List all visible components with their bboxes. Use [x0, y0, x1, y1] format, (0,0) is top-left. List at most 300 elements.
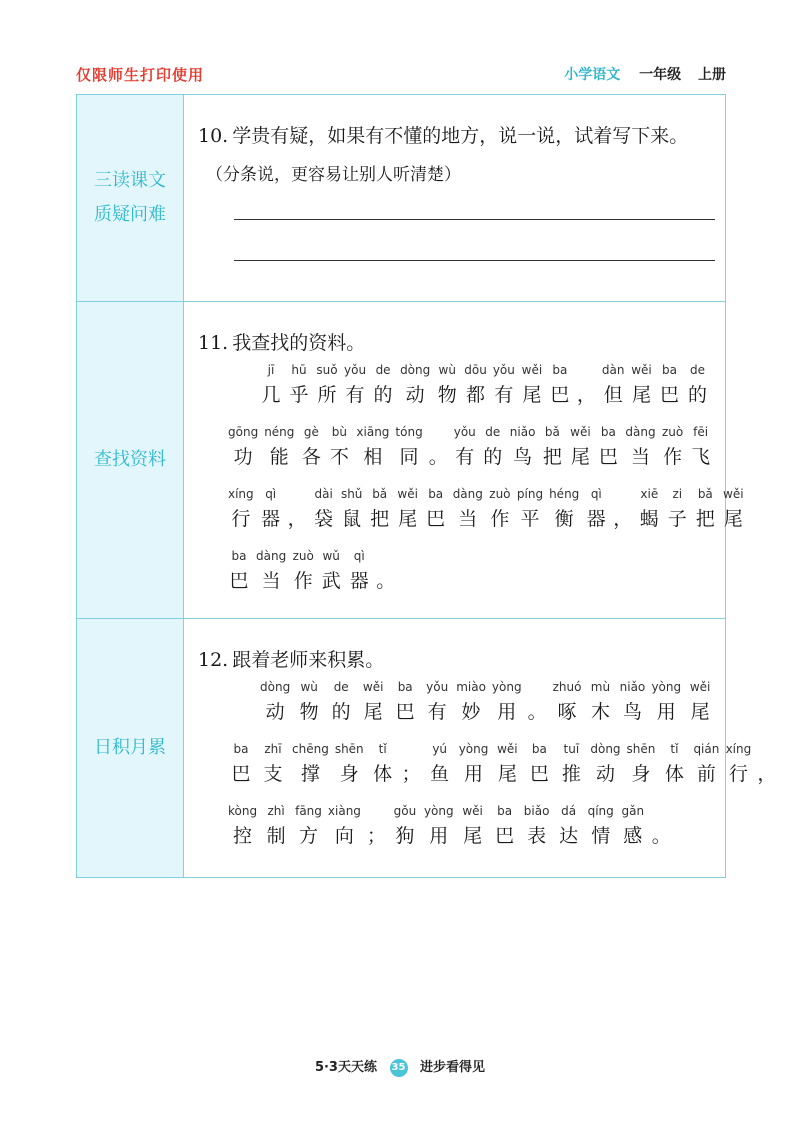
- char-cell: [558, 742, 584, 790]
- pinyin: tǐ: [378, 742, 387, 756]
- pinyin: píng: [516, 487, 544, 501]
- hanzi: 尾: [570, 446, 590, 468]
- hanzi: 的: [331, 701, 351, 723]
- pinyin: néng: [264, 425, 295, 439]
- hanzi: 巴: [426, 508, 446, 530]
- hanzi: ，: [287, 508, 307, 530]
- char-cell: [652, 804, 671, 852]
- section-label-line: 质疑问难: [94, 204, 166, 225]
- pinyin: bǎ: [697, 487, 713, 501]
- char-cell: [424, 804, 454, 852]
- pinyin: qíng: [587, 804, 614, 818]
- char-cell: [429, 425, 448, 473]
- pinyin: yǒu: [426, 680, 449, 694]
- pinyin: gōng: [228, 425, 259, 439]
- print-notice: 仅限师生打印使用: [76, 66, 205, 84]
- hanzi: 武: [321, 570, 341, 592]
- hanzi: 用: [497, 701, 517, 723]
- char-cell: [316, 363, 338, 411]
- char-cell: [320, 549, 342, 597]
- pinyin: yǒu: [453, 425, 476, 439]
- hanzi: 物: [299, 701, 319, 723]
- char-cell: [348, 549, 370, 597]
- pinyin: yú: [432, 742, 448, 756]
- hanzi: 尾: [690, 701, 710, 723]
- char-cell: [494, 742, 520, 790]
- hanzi: 妙: [461, 701, 481, 723]
- hanzi: 制: [266, 825, 286, 847]
- pinyin: ba: [600, 425, 616, 439]
- question-hint: （分条说，更容易让别人听清楚）: [206, 165, 461, 185]
- hanzi: 所: [317, 384, 337, 406]
- pinyin: bù: [331, 425, 348, 439]
- hanzi: 控: [233, 825, 253, 847]
- hanzi: ，: [613, 508, 633, 530]
- pinyin: yòng: [423, 804, 454, 818]
- pinyin-line: [228, 549, 750, 597]
- char-cell: [638, 487, 660, 535]
- hanzi: 子: [667, 508, 687, 530]
- pinyin: qián: [693, 742, 720, 756]
- term-label: 上册: [698, 67, 726, 83]
- hanzi: 动: [265, 701, 285, 723]
- pinyin: xiē: [640, 487, 659, 501]
- char-cell: [526, 742, 552, 790]
- char-cell: [482, 425, 504, 473]
- hanzi: 几: [261, 384, 281, 406]
- char-cell: [360, 680, 386, 728]
- pinyin: de: [333, 680, 349, 694]
- hanzi: 体: [373, 763, 393, 785]
- pinyin: ba: [661, 363, 677, 377]
- pinyin-line: [260, 363, 750, 411]
- char-cell: [694, 487, 716, 535]
- hanzi: 当: [261, 570, 281, 592]
- section-content: [184, 619, 792, 877]
- hanzi: 巴: [231, 763, 251, 785]
- pinyin: dài: [314, 487, 333, 501]
- hanzi: 用: [429, 825, 449, 847]
- char-cell: [666, 487, 688, 535]
- pinyin: zhì: [267, 804, 285, 818]
- hanzi: 推: [561, 763, 581, 785]
- pinyin: shǔ: [340, 487, 363, 501]
- char-cell: [356, 425, 389, 473]
- hanzi: 。: [428, 446, 448, 468]
- char-cell: [524, 804, 550, 852]
- char-cell: [693, 742, 719, 790]
- pinyin: gǎn: [621, 804, 645, 818]
- hanzi: 袋: [314, 508, 334, 530]
- pinyin-line: [260, 680, 782, 728]
- char-cell: [602, 363, 625, 411]
- pinyin: wěi: [362, 680, 384, 694]
- char-cell: [288, 487, 307, 535]
- pinyin: dàng: [452, 487, 483, 501]
- pinyin: yǒu: [344, 363, 367, 377]
- char-cell: [392, 804, 418, 852]
- char-cell: [228, 425, 258, 473]
- answer-line[interactable]: [234, 219, 715, 220]
- pinyin: zuò: [292, 549, 314, 563]
- hanzi: 乎: [289, 384, 309, 406]
- hanzi: 。: [376, 570, 396, 592]
- pinyin: wěi: [397, 487, 418, 501]
- section-label: [77, 95, 184, 301]
- char-cell: [577, 363, 596, 411]
- char-cell: [549, 487, 579, 535]
- hanzi: 都: [466, 384, 486, 406]
- pinyin-line: [228, 742, 782, 790]
- hanzi: 功: [233, 446, 253, 468]
- pinyin: zi: [672, 487, 683, 501]
- pinyin: zhī: [264, 742, 282, 756]
- char-cell: [588, 804, 614, 852]
- pinyin: jī: [267, 363, 275, 377]
- pinyin: yòng: [458, 742, 489, 756]
- hanzi: 有: [427, 701, 447, 723]
- grade-label: 一年级: [639, 67, 682, 83]
- hanzi: 尾: [463, 825, 483, 847]
- hanzi: 巴: [598, 446, 618, 468]
- pinyin: wěi: [723, 487, 744, 501]
- hanzi: 感: [623, 825, 643, 847]
- pinyin: dàng: [256, 549, 287, 563]
- hanzi: 尾: [398, 508, 418, 530]
- char-cell: [658, 363, 680, 411]
- hanzi: 身: [339, 763, 359, 785]
- hanzi: 器: [261, 508, 281, 530]
- hanzi: 相: [363, 446, 383, 468]
- pinyin: yǒu: [492, 363, 515, 377]
- hanzi: 有: [345, 384, 365, 406]
- char-cell: [549, 363, 571, 411]
- hanzi: 飞: [691, 446, 711, 468]
- char-cell: [344, 363, 366, 411]
- char-cell: [489, 487, 511, 535]
- pinyin: ba: [552, 363, 568, 377]
- pinyin: dòng: [260, 680, 291, 694]
- pinyin: dàng: [625, 425, 656, 439]
- hanzi: 的: [483, 446, 503, 468]
- page-number: 35: [390, 1059, 408, 1077]
- hanzi: 把: [695, 508, 715, 530]
- hanzi: 作: [663, 446, 683, 468]
- pinyin: qì: [353, 549, 365, 563]
- hanzi: 行: [728, 763, 748, 785]
- char-cell: [620, 804, 646, 852]
- hanzi: 向: [334, 825, 354, 847]
- section-label-line: 三读课文: [94, 170, 166, 191]
- worksheet-table: [76, 94, 777, 878]
- pinyin: yòng: [651, 680, 682, 694]
- char-cell: [400, 363, 430, 411]
- pinyin: ba: [497, 804, 513, 818]
- question-number: 10.: [198, 125, 229, 147]
- question-text: 我查找的资料。: [232, 332, 366, 354]
- pinyin: tóng: [395, 425, 423, 439]
- pinyin: tǐ: [670, 742, 679, 756]
- hanzi: 用: [656, 701, 676, 723]
- char-cell: [260, 742, 286, 790]
- char-cell: [397, 487, 419, 535]
- char-cell: [510, 425, 536, 473]
- char-cell: [590, 742, 620, 790]
- pinyin: de: [375, 363, 391, 377]
- pinyin: tuī: [563, 742, 580, 756]
- char-cell: [613, 487, 632, 535]
- pinyin: héng: [549, 487, 580, 501]
- footer: [0, 1056, 800, 1077]
- pinyin: xíng: [228, 487, 254, 501]
- hanzi: 尾: [631, 384, 651, 406]
- char-cell: [264, 425, 294, 473]
- question-number: 11.: [198, 332, 229, 354]
- char-cell: [300, 425, 322, 473]
- pinyin: xíng: [725, 742, 752, 756]
- footer-brand: 5·3天天练: [314, 1060, 377, 1075]
- pinyin: de: [485, 425, 501, 439]
- hanzi: ，: [757, 763, 777, 785]
- char-cell: [436, 363, 458, 411]
- hanzi: 支: [263, 763, 283, 785]
- pinyin: zuò: [489, 487, 511, 501]
- pinyin-line: [228, 804, 782, 852]
- section-label-line: 查找资料: [94, 449, 166, 470]
- section-row: [77, 619, 777, 877]
- char-cell: [328, 804, 361, 852]
- hanzi: 情: [591, 825, 611, 847]
- section-label-line: 日积月累: [94, 737, 166, 758]
- char-cell: [492, 680, 522, 728]
- pinyin: wěi: [570, 425, 591, 439]
- pinyin: shēn: [334, 742, 364, 756]
- char-cell: [372, 363, 394, 411]
- hanzi: 有: [494, 384, 514, 406]
- char-cell: [625, 425, 655, 473]
- hanzi: 。: [651, 825, 671, 847]
- char-cell: [288, 363, 310, 411]
- char-cell: [425, 487, 447, 535]
- footer-slogan: 进步看得见: [420, 1060, 486, 1075]
- pinyin: xiàng: [327, 804, 361, 818]
- hanzi: 的: [687, 384, 707, 406]
- char-cell: [256, 549, 286, 597]
- hanzi: 尾: [497, 763, 517, 785]
- char-cell: [460, 804, 486, 852]
- char-cell: [313, 487, 335, 535]
- pinyin: dàn: [601, 363, 625, 377]
- book-info: [564, 64, 726, 84]
- hanzi: 达: [559, 825, 579, 847]
- hanzi: 同: [399, 446, 419, 468]
- section-label: [77, 302, 184, 618]
- char-cell: [541, 425, 563, 473]
- char-cell: [424, 680, 450, 728]
- hanzi: 尾: [723, 508, 743, 530]
- pinyin-passage: [228, 680, 782, 852]
- section-row: [77, 95, 725, 302]
- pinyin: fēi: [693, 425, 709, 439]
- char-cell: [528, 680, 547, 728]
- char-cell: [369, 487, 391, 535]
- char-cell: [376, 549, 395, 597]
- pinyin: suǒ: [316, 363, 338, 377]
- char-cell: [370, 742, 396, 790]
- answer-line[interactable]: [234, 260, 715, 261]
- hanzi: 把: [542, 446, 562, 468]
- char-cell: [228, 549, 250, 597]
- char-cell: [556, 804, 582, 852]
- pinyin: wù: [438, 363, 456, 377]
- pinyin: chēng: [292, 742, 329, 756]
- pinyin: dòng: [400, 363, 431, 377]
- pinyin: xiāng: [356, 425, 390, 439]
- pinyin: shēn: [626, 742, 656, 756]
- question-10: [198, 121, 725, 148]
- char-cell: [260, 363, 282, 411]
- pinyin: ba: [531, 742, 547, 756]
- char-cell: [725, 742, 751, 790]
- hanzi: 但: [603, 384, 623, 406]
- char-cell: [757, 742, 776, 790]
- hanzi: 各: [301, 446, 321, 468]
- char-cell: [228, 487, 254, 535]
- pinyin: mù: [590, 680, 611, 694]
- pinyin: wěi: [689, 680, 711, 694]
- hanzi: 前: [696, 763, 716, 785]
- pinyin: zhuó: [552, 680, 582, 694]
- pinyin: gǒu: [393, 804, 417, 818]
- pinyin: bǎ: [544, 425, 560, 439]
- hanzi: 行: [231, 508, 251, 530]
- pinyin-line: [228, 425, 750, 473]
- hanzi: 巴: [529, 763, 549, 785]
- hanzi: 巴: [395, 701, 415, 723]
- pinyin: biǎo: [523, 804, 550, 818]
- char-cell: [260, 487, 282, 535]
- question-text: 学贵有疑，如果有不懂的地方，说一说，试着写下来。: [232, 125, 689, 147]
- pinyin: wěi: [462, 804, 483, 818]
- hanzi: 当: [631, 446, 651, 468]
- char-cell: [597, 425, 619, 473]
- pinyin: fāng: [295, 804, 322, 818]
- hanzi: 体: [664, 763, 684, 785]
- section-row: [77, 302, 744, 619]
- char-cell: [687, 680, 713, 728]
- char-cell: [367, 804, 386, 852]
- char-cell: [228, 804, 257, 852]
- char-cell: [395, 425, 422, 473]
- pinyin: ba: [397, 680, 413, 694]
- hanzi: 身: [631, 763, 651, 785]
- question-text: 跟着老师来积累。: [232, 649, 385, 671]
- subject-label: 小学语文: [564, 67, 621, 83]
- hanzi: 作: [293, 570, 313, 592]
- pinyin: gè: [303, 425, 319, 439]
- hanzi: 不: [329, 446, 349, 468]
- hanzi: 器: [586, 508, 606, 530]
- char-cell: [454, 425, 476, 473]
- hanzi: 啄: [557, 701, 577, 723]
- hanzi: 巴: [659, 384, 679, 406]
- char-cell: [464, 363, 487, 411]
- pinyin: niǎo: [509, 425, 536, 439]
- question-11: [198, 328, 760, 355]
- char-cell: [619, 680, 645, 728]
- char-cell: [553, 680, 582, 728]
- hanzi: 表: [527, 825, 547, 847]
- pinyin: wěi: [631, 363, 652, 377]
- hanzi: 鱼: [430, 763, 450, 785]
- char-cell: [228, 742, 254, 790]
- pinyin-line: [228, 487, 750, 535]
- char-cell: [662, 425, 684, 473]
- pinyin: niǎo: [619, 680, 646, 694]
- pinyin: yòng: [491, 680, 522, 694]
- hanzi: 鸟: [622, 701, 642, 723]
- pinyin: wěi: [497, 742, 518, 756]
- pinyin: hū: [291, 363, 307, 377]
- hanzi: 动: [405, 384, 425, 406]
- char-cell: [456, 680, 486, 728]
- char-cell: [722, 487, 744, 535]
- section-label: [77, 619, 184, 877]
- pinyin: dòng: [590, 742, 621, 756]
- hanzi: 巴: [229, 570, 249, 592]
- pinyin: dá: [561, 804, 577, 818]
- hanzi: 用: [464, 763, 484, 785]
- hanzi: ；: [401, 763, 421, 785]
- hanzi: 作: [490, 508, 510, 530]
- hanzi: 平: [520, 508, 540, 530]
- hanzi: 鼠: [342, 508, 362, 530]
- question-12: [198, 645, 792, 672]
- hanzi: ；: [366, 825, 386, 847]
- pinyin: ba: [231, 549, 247, 563]
- pinyin: bǎ: [372, 487, 388, 501]
- hanzi: 把: [370, 508, 390, 530]
- pinyin: ba: [233, 742, 249, 756]
- pinyin: wěi: [521, 363, 543, 377]
- char-cell: [630, 363, 652, 411]
- hanzi: 蝎: [639, 508, 659, 530]
- char-cell: [427, 742, 453, 790]
- pinyin: miào: [456, 680, 486, 694]
- char-cell: [651, 680, 681, 728]
- char-cell: [517, 487, 543, 535]
- pinyin: de: [689, 363, 705, 377]
- pinyin-passage: [228, 363, 750, 597]
- hanzi: 撑: [300, 763, 320, 785]
- char-cell: [341, 487, 363, 535]
- hanzi: 的: [373, 384, 393, 406]
- hanzi: 方: [298, 825, 318, 847]
- char-cell: [686, 363, 708, 411]
- question-number: 12.: [198, 649, 229, 671]
- hanzi: 当: [458, 508, 478, 530]
- hanzi: 尾: [522, 384, 542, 406]
- hanzi: 器: [349, 570, 369, 592]
- hanzi: 狗: [395, 825, 415, 847]
- hanzi: 巴: [550, 384, 570, 406]
- char-cell: [263, 804, 289, 852]
- char-cell: [587, 680, 613, 728]
- section-content: [184, 95, 725, 301]
- char-cell: [292, 742, 329, 790]
- char-cell: [453, 487, 483, 535]
- pinyin: wù: [300, 680, 318, 694]
